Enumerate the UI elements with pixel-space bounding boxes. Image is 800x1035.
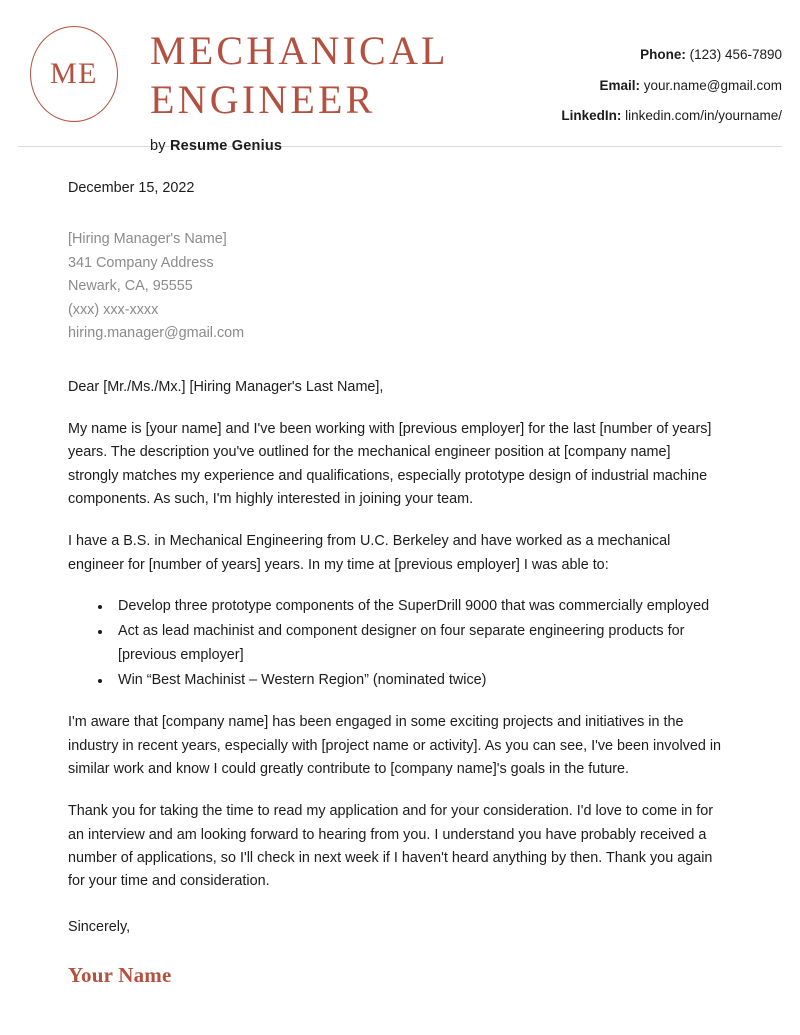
recipient-line-email: hiring.manager@gmail.com: [68, 325, 245, 342]
contact-value-email: your.name@gmail.com: [639, 77, 782, 93]
monogram-container: [18, 18, 130, 122]
monogram-initials: ME: [50, 57, 98, 90]
contact-label-phone: Phone:: [640, 47, 686, 62]
body-paragraph-2: I have a B.S. in Mechanical Engineering from U.C. Berkeley and have worked as a mechanical engineer for [number of years] years. In my time at [previous employer] I was able to:: [68, 533, 671, 573]
contact-label-linkedin: LinkedIn:: [561, 108, 622, 123]
achievement-list: [68, 595, 722, 692]
letter-header: [0, 0, 800, 155]
recipient-line-name: [Hiring Manager's Name]: [68, 231, 227, 248]
page-title: MECHANICAL ENGINEER: [150, 28, 448, 123]
list-item: Develop three prototype components of the SuperDrill 9000 that was commercially employed: [98, 595, 722, 618]
recipient-line-city: Newark, CA, 95555: [68, 278, 193, 295]
monogram-circle-icon: [30, 26, 118, 122]
body-paragraph-3: I'm aware that [company name] has been engaged in some exciting projects and initiatives in the industry in recent years, especially with [project name or activity]. As you can see, I've been involved in similar work and know I could greatly contribute to [company name]'s goals in the future.: [68, 714, 722, 777]
recipient-line-phone: (xxx) xxx-xxxx: [68, 301, 159, 318]
subtitle-brand: Resume Genius: [169, 138, 283, 155]
body-paragraph-4: Thank you for taking the time to read my application and for your consideration. I'd love to come in for an interview and am looking forward to hearing from you. I understand you have probably received a number of applications, so I'll check in next week if I haven't heard anything by then. Thank you again for your time and consideration.: [68, 803, 714, 890]
contact-row-phone: [561, 48, 782, 62]
list-item: Act as lead machinist and component designer on four separate engineering products for [previous employer]: [98, 620, 722, 667]
contact-row-email: [561, 79, 782, 93]
body-paragraph-1: My name is [your name] and I've been working with [previous employer] for the last [number of years] years. The description you've outlined for the mechanical engineer position at [company name] strongly matches my experience and qualifications, especially prototype design of industrial machine components. As such, I'm highly interested in joining your team.: [68, 421, 712, 507]
letter-body: [0, 177, 800, 992]
contact-row-linkedin: [561, 109, 782, 123]
closing-line: Sincerely,: [68, 918, 131, 935]
recipient-address: [68, 228, 722, 345]
contact-value-phone: (123) 456-7890: [685, 47, 782, 62]
contact-info: [561, 18, 782, 123]
subtitle: [150, 138, 561, 154]
subtitle-prefix: by: [150, 138, 170, 155]
salutation: Dear [Mr./Ms./Mx.] [Hiring Manager's Last Name],: [68, 378, 384, 395]
letter-date: December 15, 2022: [68, 180, 195, 196]
recipient-line-street: 341 Company Address: [68, 254, 214, 271]
title-block: [130, 18, 561, 154]
contact-label-email: Email:: [599, 77, 640, 93]
list-item: Win “Best Machinist – Western Region” (nominated twice): [98, 669, 722, 692]
signature-name: Your Name: [68, 962, 172, 987]
contact-value-linkedin: linkedin.com/in/yourname/: [621, 108, 782, 123]
